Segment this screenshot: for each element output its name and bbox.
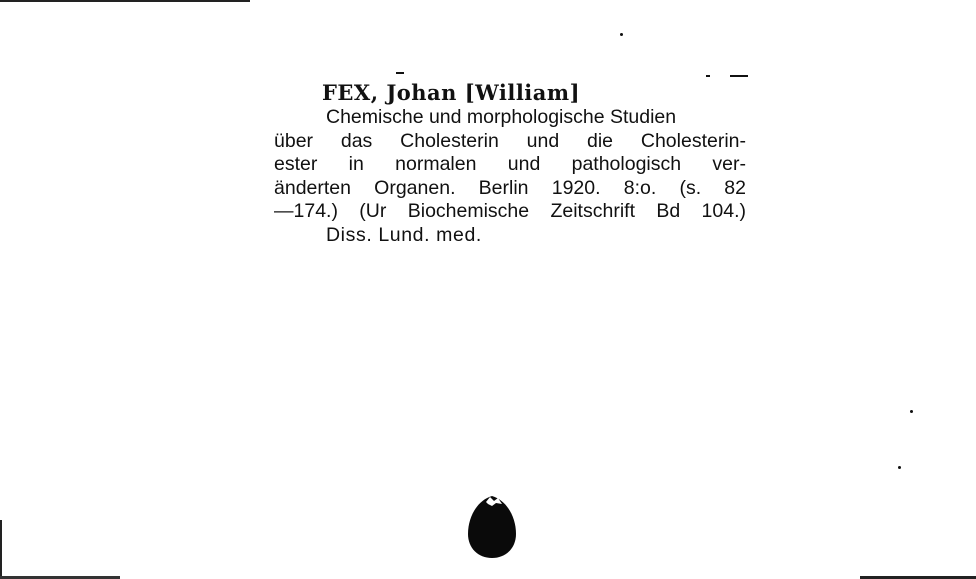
punch-hole-icon [466, 494, 518, 560]
ink-speck-dash [730, 75, 748, 77]
entry-line: ester in normalen und pathologisch ver- [274, 153, 746, 176]
catalog-card-entry [274, 80, 746, 248]
ink-speck-dot [898, 466, 901, 469]
entry-line: über das Cholesterin und die Cholesterin- [274, 129, 746, 152]
entry-line: änderten Organen. Berlin 1920. 8:o. (s. 82 [274, 176, 746, 199]
ink-speck-dot [910, 410, 913, 413]
ink-speck-dash [396, 72, 404, 74]
entry-heading: FEX, Johan [William] [322, 80, 581, 105]
entry-line: —174.) (Ur Biochemische Zeitschrift Bd 104.) [274, 200, 746, 223]
scan-edge-left [0, 520, 2, 579]
entry-note: Diss. Lund. med. [326, 223, 482, 246]
entry-line: Chemische und morphologische Studien [326, 106, 677, 128]
ink-speck-dot [620, 33, 623, 36]
scan-edge-top [0, 0, 250, 2]
ink-speck-dash [706, 75, 710, 77]
